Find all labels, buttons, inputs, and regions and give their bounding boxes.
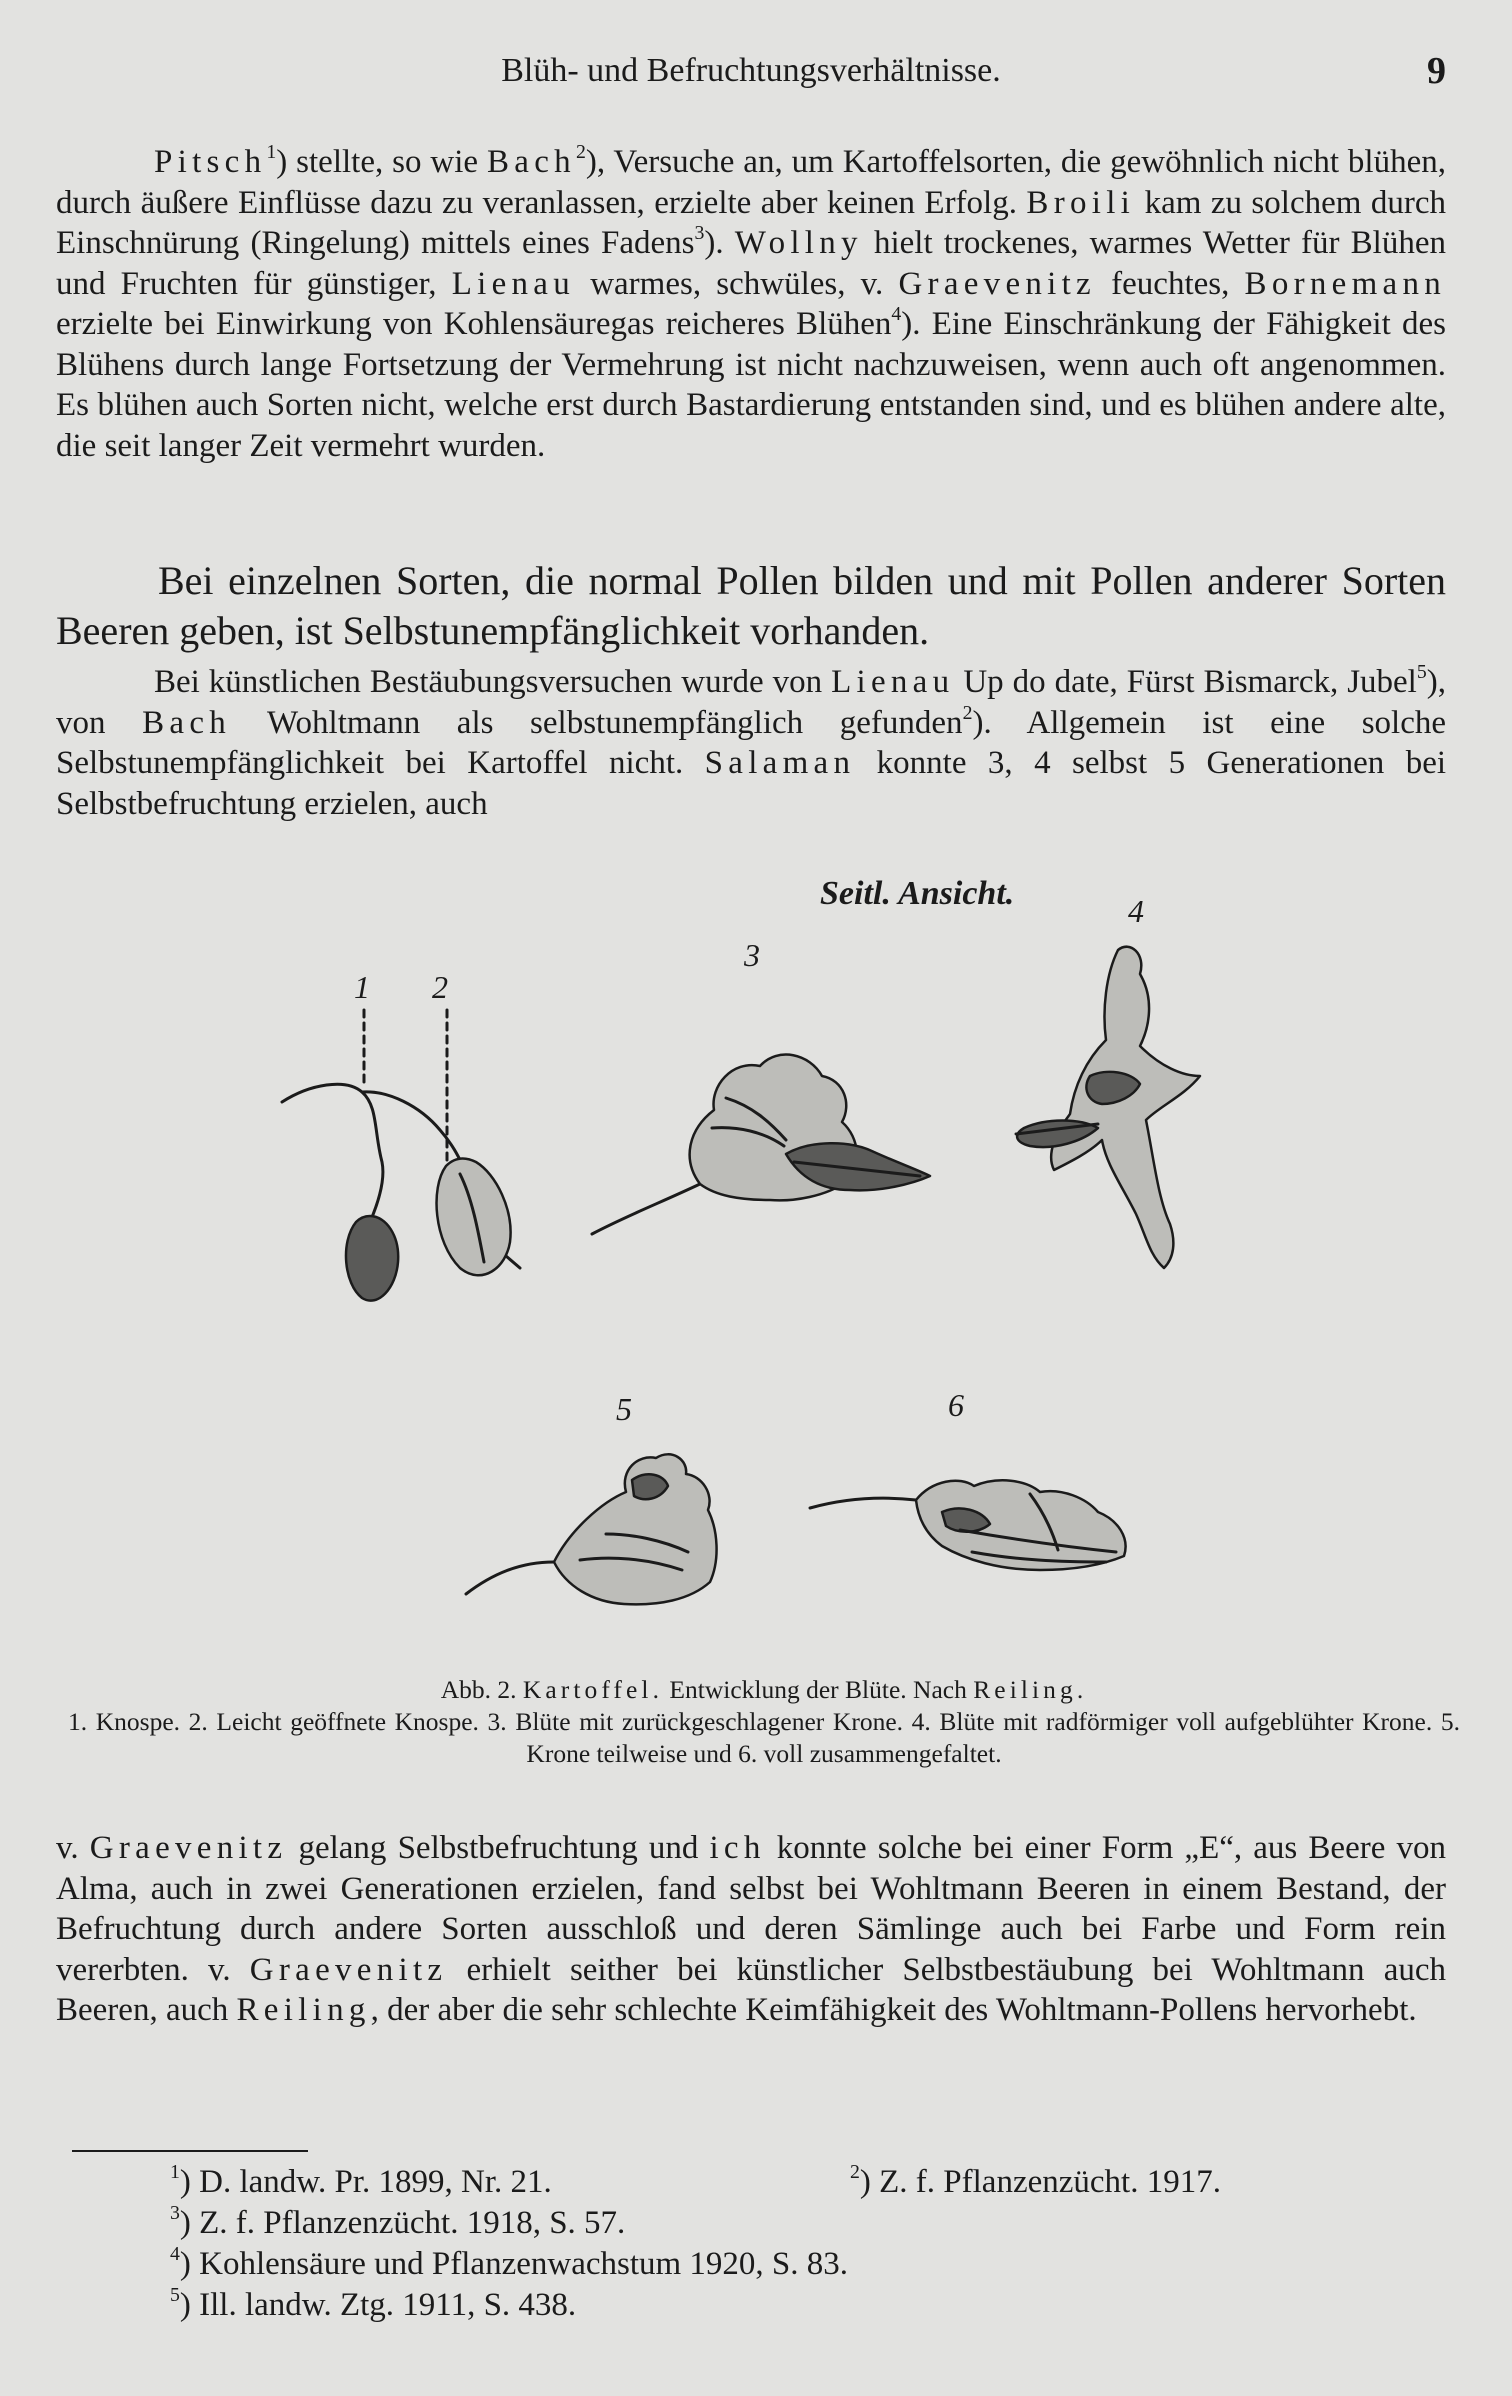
footnote-ref: 5	[1416, 661, 1427, 684]
caption-abb: Abb. 2.	[440, 1675, 517, 1704]
figure-label-4: 4	[1128, 893, 1144, 929]
footnote-ref: 1	[266, 141, 277, 164]
author-name: Graevenitz	[89, 1830, 288, 1866]
author-name: Bach	[142, 704, 232, 741]
author-name: Wollny	[734, 225, 863, 261]
footnote-number: 2	[850, 2161, 860, 2184]
footnote-row	[170, 2162, 1420, 2203]
footnote-divider	[72, 2150, 308, 2152]
figure-title: Seitl. Ansicht.	[820, 875, 1015, 912]
author-name: Graevenitz	[898, 265, 1096, 302]
flower-open-drawing	[1016, 947, 1200, 1268]
text-run: Bei künstlichen Bestäubungsversuchen wurde von	[154, 664, 832, 700]
author-name: Graevenitz	[249, 1951, 448, 1988]
flower-development-figure	[270, 870, 1220, 1660]
text-run: konnte solche bei einer Form „E“, aus Beere von Alma, auch in zwei Generationen erzielen, fand selbst bei Wohltmann Beeren in einem Bestand, der Befruchtung durch andere Sorten ausschloß und deren Sämlinge auch bei Farbe und Form rein vererbten. v.	[56, 1830, 1446, 1988]
author-name: Bornemann	[1244, 265, 1447, 302]
footnote-text: Ill. landw. Ztg. 1911, S. 438.	[199, 2287, 577, 2323]
footnotes	[170, 2162, 1420, 2326]
text-run: ), Versuche an, um Kartoffelsorten, die gewöhnlich nicht blühen, durch äußere Einflüsse dazu zu veranlassen, erzielte aber keinen Erfolg.	[56, 144, 1446, 221]
bud-drawings	[282, 1010, 520, 1301]
text-run: warmes, schwüles, v.	[575, 265, 899, 302]
text-run: kam zu solchem durch Einschnürung (Ringelung) mittels eines Fadens	[56, 184, 1446, 261]
footnote-1: $^1$) D. landw. Pr. 1899, Nr. 21.	[170, 2161, 552, 2200]
caption-title	[68, 1674, 1460, 1706]
figure-caption	[68, 1674, 1460, 1770]
flower-half-folded-drawing	[466, 1454, 717, 1604]
footnote-ref: 4	[891, 303, 902, 326]
author-name: Pitsch	[154, 144, 267, 180]
figure-label-6: 6	[948, 1387, 964, 1423]
figure-label-5: 5	[616, 1391, 632, 1427]
caption-legend: 1. Knospe. 2. Leicht geöffnete Knospe. 3. Blüte mit zurückgeschlagener Krone. 4. Blüte mit radförmiger voll aufgeblühter Krone. 5. Krone teilweise und 6. voll zusammengefaltet.	[68, 1707, 1460, 1768]
figure-label-1: 1	[354, 969, 370, 1005]
author-name: Reiling	[236, 1992, 371, 2028]
text-run: ). Allgemein ist eine solche Selbstunempfänglichkeit bei Kartoffel nicht.	[56, 704, 1447, 781]
lead-text: Bei einzelnen Sorten, die normal Pollen bilden und mit Pollen anderer Sorten Beeren geben, ist Selbstunempfänglichkeit vorhanden.	[56, 558, 1446, 653]
text-run: ). Eine Einschränkung der Fähigkeit des Blühens durch lange Fortsetzung der Vermehrung ist nicht nachzuweisen, wenn auch oft angenommen. Es blühen auch Sorten nicht, welche erst durch Bastardierung entstanden sind, und es blühen andere alte, die seit langer Zeit vermehrt wurden.	[56, 306, 1446, 464]
lead-statement	[56, 556, 1446, 656]
flower-folded-drawing	[810, 1480, 1126, 1570]
text-run: Wohltmann als selbstunempfänglich gefunden	[231, 704, 963, 741]
footnote-2: $^2$) Z. f. Pflanzenzücht. 1917.	[850, 2161, 1221, 2200]
figure-label-3: 3	[744, 937, 760, 973]
running-header	[56, 48, 1446, 94]
paragraph-1	[56, 142, 1446, 466]
text-run: ).	[704, 225, 735, 261]
text-run: Up do date, Fürst Bismarck, Jubel	[954, 664, 1417, 700]
author-name: Bach	[487, 144, 576, 180]
footnote-5: $^5$) Ill. landw. Ztg. 1911, S. 438.	[170, 2284, 577, 2323]
page-number: 9	[1427, 50, 1446, 92]
text-run: feuchtes,	[1095, 265, 1245, 302]
author-name: ich	[709, 1830, 766, 1866]
footnote-text: Kohlensäure und Pflanzenwachstum 1920, S. 83.	[199, 2246, 849, 2282]
text-run: hielt trockenes, warmes Wetter für Blühen und Fruchten für günstiger,	[56, 225, 1446, 302]
footnote-number: 1	[170, 2161, 180, 2184]
caption-species: Kartoffel.	[522, 1675, 664, 1704]
author-name: Salaman	[704, 745, 856, 781]
caption-author: Reiling.	[973, 1675, 1088, 1704]
footnote-text: Z. f. Pflanzenzücht. 1917.	[879, 2164, 1221, 2200]
author-name: Lienau	[451, 265, 576, 302]
text-run: ) stellte, so wie	[276, 144, 488, 180]
footnote-number: 5	[170, 2284, 180, 2307]
flower-reflexed-drawing	[592, 1055, 930, 1234]
running-title: Blüh- und Befruchtungsverhältnisse.	[501, 52, 1001, 89]
author-name: Broili	[1026, 184, 1136, 221]
text-run: erzielte bei Einwirkung von Kohlensäuregas reicheres Blühen	[56, 306, 892, 342]
footnote-number: 4	[170, 2243, 180, 2266]
text-run: gelang Selbstbefruchtung und	[287, 1830, 710, 1866]
footnote-ref: 2	[962, 701, 973, 724]
text-run: , der aber die sehr schlechte Keimfähigkeit des Wohltmann-Pollens hervorhebt.	[370, 1992, 1417, 2028]
footnote-number: 3	[170, 2202, 180, 2225]
paragraph-2	[56, 662, 1446, 824]
paragraph-3	[56, 1828, 1446, 2031]
caption-text: Entwicklung der Blüte. Nach	[669, 1675, 967, 1704]
footnote-text: D. landw. Pr. 1899, Nr. 21.	[199, 2164, 552, 2200]
text-run: ), von	[56, 664, 1446, 741]
footnote-4: $^4$) Kohlensäure und Pflanzenwachstum 1920, S. 83.	[170, 2243, 849, 2282]
footnote-text: Z. f. Pflanzenzücht. 1918, S. 57.	[199, 2205, 626, 2241]
footnote-3: $^3$) Z. f. Pflanzenzücht. 1918, S. 57.	[170, 2202, 626, 2241]
footnote-ref: 2	[575, 141, 586, 164]
author-name: Lienau	[831, 664, 955, 700]
text-run: erhielt seither bei künstlicher Selbstbestäubung bei Wohltmann auch Beeren, auch	[56, 1951, 1446, 2028]
text-run: konnte 3, 4 selbst 5 Generationen bei Selbstbefruchtung erzielen, auch	[56, 745, 1447, 822]
footnote-ref: 3	[694, 222, 705, 245]
figure-label-2: 2	[432, 969, 448, 1005]
text-run: v.	[56, 1830, 90, 1866]
